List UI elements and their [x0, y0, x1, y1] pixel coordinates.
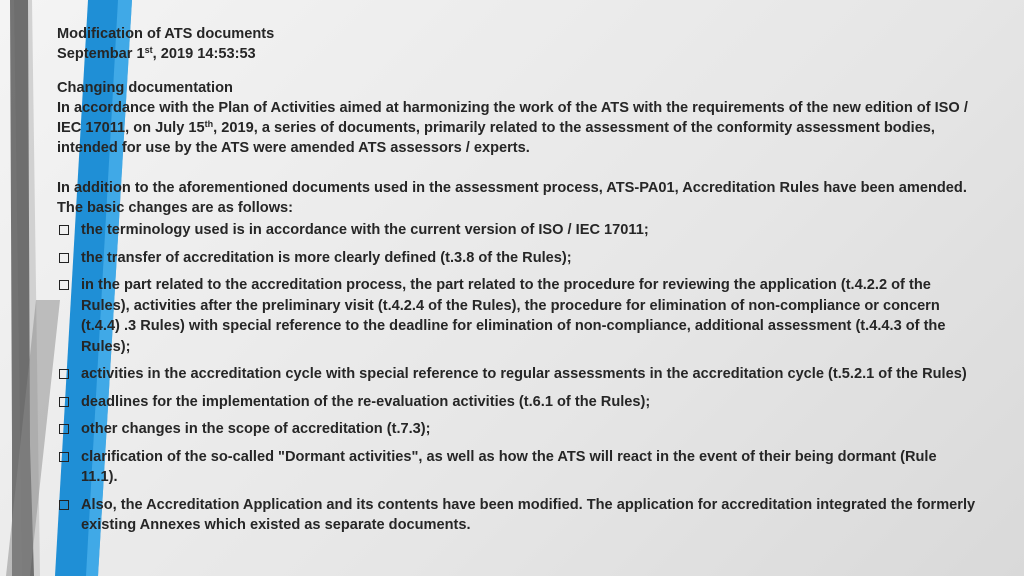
checkbox-bullet-icon: [59, 369, 69, 379]
list-item-text: other changes in the scope of accreditation (t.7.3);: [81, 421, 431, 437]
date-prefix: Septembar 1: [57, 46, 145, 62]
slide-content: [57, 24, 977, 543]
date-ordinal: st: [144, 45, 153, 55]
checkbox-bullet-icon: [59, 253, 69, 263]
list-item-text: clarification of the so-called "Dormant activities", as well as how the ATS will react in the event of their being dormant (Rule 11.1).: [81, 448, 937, 485]
paragraph-intro: [57, 98, 977, 158]
checkbox-bullet-icon: [59, 225, 69, 235]
list-item: [57, 220, 977, 241]
paragraph-intro-part2: , 2019, a series of documents, primarily related to the assessment of the conformity assessment bodies, intended for use by the ATS were amended ATS assessors / experts.: [57, 120, 935, 156]
paragraph-changes: In addition to the aforementioned documents used in the assessment process, ATS-PA01, Accreditation Rules have been amended. The basic changes are as follows:: [57, 180, 967, 216]
list-item-text: the terminology used is in accordance with the current version of ISO / IEC 17011;: [81, 222, 649, 238]
list-item-text: in the part related to the accreditation process, the part related to the procedure for reviewing the application (t.4.2.2 of the Rules), activities after the preliminary visit (t.4.2.4 of the Rules), the procedure for elimination of non-compliance or concern (t.4.4) .3 Rules) with special reference to the deadline for elimination of non-compliance, additional assessment (t.4.4.3 of the Rules);: [81, 277, 946, 355]
list-item-text: the transfer of accreditation is more clearly defined (t.3.8 of the Rules);: [81, 249, 572, 266]
checkbox-bullet-icon: [59, 452, 69, 462]
section-heading: Changing documentation: [57, 80, 233, 96]
checkbox-bullet-icon: [59, 500, 69, 510]
list-item: [57, 495, 977, 536]
checkbox-bullet-icon: [59, 424, 69, 434]
checkbox-bullet-icon: [59, 397, 69, 407]
paragraph-intro-part1: In accordance with the Plan of Activities aimed at harmonizing the work of the ATS with the requirements of the new edition of ISO / IEC 17011, on July 15: [57, 100, 968, 136]
list-item: [57, 275, 977, 357]
list-item: [57, 364, 977, 385]
list-item-text: deadlines for the implementation of the re-evaluation activities (t.6.1 of the Rules);: [81, 393, 651, 410]
checkbox-bullet-icon: [59, 280, 69, 290]
date-suffix: , 2019 14:53:53: [152, 46, 256, 62]
paragraph-intro-ordinal: th: [204, 119, 214, 129]
list-item: [57, 248, 977, 269]
slide-title: Modification of ATS documents: [57, 26, 275, 42]
list-item: [57, 419, 977, 440]
slide-date: [57, 44, 977, 64]
changes-list: [57, 220, 977, 536]
list-item-text: activities in the accreditation cycle with special reference to regular assessments in the accreditation cycle (t.5.2.1 of the Rules): [81, 366, 967, 382]
list-item: [57, 447, 977, 488]
list-item: [57, 392, 977, 413]
list-item-text: Also, the Accreditation Application and its contents have been modified. The application for accreditation integrated the formerly existing Annexes which existed as separate documents.: [81, 496, 976, 533]
